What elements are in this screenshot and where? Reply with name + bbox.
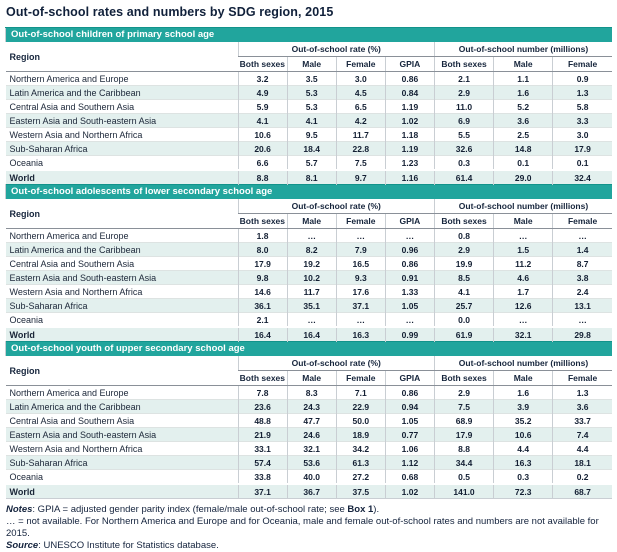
value-cell: 9.3 [336,271,385,285]
value-cell: 37.1 [336,299,385,313]
value-cell: 14.6 [238,285,287,299]
table-row [6,414,613,428]
value-cell: 8.8 [238,170,287,185]
value-cell: … [385,313,434,328]
value-cell: 11.0 [434,100,493,114]
value-cell: 7.4 [553,428,612,442]
value-cell: 18.4 [287,142,336,156]
notes-text-end: ). [373,504,380,515]
value-cell: 33.8 [238,470,287,485]
value-cell: … [553,229,612,243]
value-cell: … [553,313,612,328]
value-cell: 7.9 [336,243,385,257]
value-cell: 33.7 [553,414,612,428]
value-cell: 4.6 [494,271,553,285]
out-of-school-table [5,27,612,499]
value-cell: 1.05 [385,299,434,313]
section-upper-secondary-rows [6,386,613,499]
value-cell: 24.3 [287,400,336,414]
value-cell: 19.2 [287,257,336,271]
value-cell: 61.3 [336,456,385,470]
section-header-bar [6,28,613,43]
value-cell: 5.3 [287,86,336,100]
value-cell: 36.7 [287,484,336,499]
value-cell: 61.4 [434,170,493,185]
value-cell: 35.2 [494,414,553,428]
value-cell: 34.2 [336,442,385,456]
value-cell: 0.96 [385,243,434,257]
value-cell: 10.6 [494,428,553,442]
value-cell: … [336,313,385,328]
value-cell: 8.2 [287,243,336,257]
value-cell: 2.1 [238,313,287,328]
value-cell: 1.33 [385,285,434,299]
value-cell: 2.1 [434,72,493,86]
region-column-header: Region [6,199,239,229]
region-cell: Northern America and Europe [6,386,239,400]
value-cell: 1.16 [385,170,434,185]
value-cell: 4.4 [553,442,612,456]
value-cell: 61.9 [434,327,493,342]
value-cell: 1.6 [494,386,553,400]
value-cell: … [494,313,553,328]
value-cell: 12.6 [494,299,553,313]
region-cell: Central Asia and Southern Asia [6,100,239,114]
value-cell: 11.7 [336,128,385,142]
value-cell: 68.7 [553,484,612,499]
value-cell: 0.84 [385,86,434,100]
value-cell: 53.6 [287,456,336,470]
value-cell: 17.9 [238,257,287,271]
value-cell: 16.3 [494,456,553,470]
column-group-row [6,42,613,57]
value-cell: 18.9 [336,428,385,442]
notes-line-availability: … = not available. For Northern America and Europe and for Oceania, male and female out-of-school rates and numbers are not available for 2015. [6,516,599,539]
value-cell: 16.4 [238,327,287,342]
value-cell: … [336,229,385,243]
value-cell: … [385,229,434,243]
value-cell: 8.3 [287,386,336,400]
value-cell: 3.2 [238,72,287,86]
value-cell: 4.4 [494,442,553,456]
notes-line-gpia [6,504,612,516]
value-cell: 1.4 [553,243,612,257]
value-cell: 3.0 [336,72,385,86]
value-cell: 0.86 [385,386,434,400]
value-cell: 32.1 [494,327,553,342]
value-cell: 40.0 [287,470,336,485]
table-row [6,114,613,128]
value-cell: 5.3 [287,100,336,114]
value-cell: 0.1 [494,156,553,171]
region-cell: Oceania [6,156,239,171]
value-cell: 34.4 [434,456,493,470]
value-cell: 0.94 [385,400,434,414]
value-cell: 27.2 [336,470,385,485]
table-notes [6,504,612,552]
value-cell: 1.19 [385,100,434,114]
section-primary-rows [6,72,613,185]
value-cell: 1.19 [385,142,434,156]
value-cell: 17.9 [434,428,493,442]
value-cell: 11.2 [494,257,553,271]
value-cell: 14.8 [494,142,553,156]
table-row [6,400,613,414]
region-cell: Latin America and the Caribbean [6,243,239,257]
value-cell: 16.4 [287,327,336,342]
table-row [6,484,613,499]
table-row [6,100,613,114]
table-row [6,442,613,456]
col-rate-both-sexes: Both sexes [238,214,287,229]
col-num-male: Male [494,214,553,229]
col-rate-male: Male [287,214,336,229]
col-rate-male: Male [287,57,336,72]
value-cell: 4.1 [238,114,287,128]
region-cell: Central Asia and Southern Asia [6,414,239,428]
value-cell: 57.4 [238,456,287,470]
value-cell: 0.77 [385,428,434,442]
value-cell: 0.68 [385,470,434,485]
region-column-header: Region [6,42,239,72]
rate-group-header: Out-of-school rate (%) [238,199,434,214]
value-cell: 9.8 [238,271,287,285]
table-row [6,86,613,100]
table-row [6,271,613,285]
col-num-both-sexes: Both sexes [434,57,493,72]
value-cell: 1.3 [553,386,612,400]
value-cell: 141.0 [434,484,493,499]
value-cell: 19.9 [434,257,493,271]
value-cell: 9.7 [336,170,385,185]
col-gpia: GPIA [385,214,434,229]
number-group-header: Out-of-school number (millions) [434,199,612,214]
notes-text: : GPIA = adjusted gender parity index (female/male out-of-school rate; see [32,504,348,515]
value-cell: 6.6 [238,156,287,171]
value-cell: 0.8 [434,229,493,243]
value-cell: 47.7 [287,414,336,428]
value-cell: 20.6 [238,142,287,156]
value-cell: 37.1 [238,484,287,499]
number-group-header: Out-of-school number (millions) [434,356,612,371]
section-header-bar [6,342,613,357]
value-cell: 22.9 [336,400,385,414]
value-cell: 18.1 [553,456,612,470]
number-group-header: Out-of-school number (millions) [434,42,612,57]
value-cell: 23.6 [238,400,287,414]
value-cell: 0.3 [434,156,493,171]
value-cell: 32.4 [553,170,612,185]
value-cell: … [287,229,336,243]
col-gpia: GPIA [385,371,434,386]
value-cell: 2.5 [494,128,553,142]
value-cell: … [287,313,336,328]
region-cell: Eastern Asia and South-eastern Asia [6,428,239,442]
col-rate-female: Female [336,214,385,229]
value-cell: 8.0 [238,243,287,257]
region-cell: Western Asia and Northern Africa [6,128,239,142]
value-cell: 4.9 [238,86,287,100]
value-cell: 3.3 [553,114,612,128]
col-num-both-sexes: Both sexes [434,214,493,229]
value-cell: 8.8 [434,442,493,456]
col-rate-female: Female [336,371,385,386]
value-cell: 0.86 [385,257,434,271]
value-cell: 22.8 [336,142,385,156]
region-cell: Eastern Asia and South-eastern Asia [6,114,239,128]
value-cell: 29.8 [553,327,612,342]
value-cell: 0.9 [553,72,612,86]
region-cell: World [6,170,239,185]
value-cell: 17.9 [553,142,612,156]
value-cell: 21.9 [238,428,287,442]
value-cell: 0.3 [494,470,553,485]
region-cell: Northern America and Europe [6,72,239,86]
region-cell: World [6,327,239,342]
value-cell: 10.2 [287,271,336,285]
value-cell: 1.18 [385,128,434,142]
value-cell: 7.5 [434,400,493,414]
col-num-female: Female [553,214,612,229]
region-cell: World [6,484,239,499]
value-cell: 0.0 [434,313,493,328]
value-cell: 2.9 [434,243,493,257]
value-cell: 5.7 [287,156,336,171]
value-cell: 3.0 [553,128,612,142]
region-cell: Northern America and Europe [6,229,239,243]
value-cell: 25.7 [434,299,493,313]
region-cell: Western Asia and Northern Africa [6,285,239,299]
value-cell: 2.9 [434,386,493,400]
table-row [6,72,613,86]
value-cell: 1.5 [494,243,553,257]
value-cell: 3.5 [287,72,336,86]
table-row [6,170,613,185]
value-cell: 1.12 [385,456,434,470]
section-header-label: Out-of-school adolescents of lower secondary school age [6,185,613,200]
section-lower-secondary [6,185,613,229]
value-cell: 5.8 [553,100,612,114]
source-line [6,540,612,552]
table-row [6,327,613,342]
value-cell: 7.8 [238,386,287,400]
section-lower-secondary-rows [6,229,613,342]
table-row [6,257,613,271]
value-cell: 29.0 [494,170,553,185]
table-row [6,428,613,442]
region-cell: Eastern Asia and South-eastern Asia [6,271,239,285]
value-cell: 0.1 [553,156,612,171]
col-rate-both-sexes: Both sexes [238,371,287,386]
col-num-female: Female [553,371,612,386]
region-cell: Central Asia and Southern Asia [6,257,239,271]
value-cell: 1.8 [238,229,287,243]
value-cell: 9.5 [287,128,336,142]
value-cell: 8.7 [553,257,612,271]
value-cell: 7.1 [336,386,385,400]
value-cell: 0.91 [385,271,434,285]
region-cell: Oceania [6,313,239,328]
col-rate-female: Female [336,57,385,72]
notes-label: Notes [6,504,33,515]
value-cell: 50.0 [336,414,385,428]
value-cell: 1.06 [385,442,434,456]
page-title: Out-of-school rates and numbers by SDG region, 2015 [6,5,334,19]
value-cell: 0.86 [385,72,434,86]
value-cell: 5.5 [434,128,493,142]
value-cell: 32.1 [287,442,336,456]
value-cell: 5.9 [238,100,287,114]
column-group-row [6,356,613,371]
value-cell: 2.9 [434,86,493,100]
value-cell: 5.2 [494,100,553,114]
value-cell: 1.05 [385,414,434,428]
value-cell: 16.5 [336,257,385,271]
section-upper-secondary [6,342,613,386]
value-cell: 0.2 [553,470,612,485]
table-row [6,142,613,156]
value-cell: 13.1 [553,299,612,313]
value-cell: 1.6 [494,86,553,100]
col-rate-male: Male [287,371,336,386]
region-cell: Oceania [6,470,239,485]
value-cell: 1.02 [385,114,434,128]
table-row [6,313,613,328]
column-group-row [6,199,613,214]
rate-group-header: Out-of-school rate (%) [238,42,434,57]
value-cell: 1.02 [385,484,434,499]
value-cell: 1.1 [494,72,553,86]
value-cell: 0.99 [385,327,434,342]
value-cell: 4.1 [434,285,493,299]
value-cell: 48.8 [238,414,287,428]
value-cell: 17.6 [336,285,385,299]
col-num-male: Male [494,57,553,72]
value-cell: 24.6 [287,428,336,442]
value-cell: 3.9 [494,400,553,414]
col-gpia: GPIA [385,57,434,72]
value-cell: 3.6 [553,400,612,414]
table-row [6,456,613,470]
value-cell: 32.6 [434,142,493,156]
value-cell: 37.5 [336,484,385,499]
rate-group-header: Out-of-school rate (%) [238,356,434,371]
value-cell: 3.8 [553,271,612,285]
section-header-label: Out-of-school children of primary school age [6,28,613,43]
value-cell: 8.5 [434,271,493,285]
value-cell: 36.1 [238,299,287,313]
value-cell: 11.7 [287,285,336,299]
value-cell: 10.6 [238,128,287,142]
region-column-header: Region [6,356,239,386]
value-cell: 4.2 [336,114,385,128]
value-cell: 2.4 [553,285,612,299]
value-cell: 1.3 [553,86,612,100]
value-cell: 1.7 [494,285,553,299]
col-num-male: Male [494,371,553,386]
region-cell: Sub-Saharan Africa [6,456,239,470]
value-cell: 68.9 [434,414,493,428]
section-header-label: Out-of-school youth of upper secondary school age [6,342,613,357]
table-row [6,299,613,313]
table-row [6,229,613,243]
value-cell: 4.5 [336,86,385,100]
source-text: : UNESCO Institute for Statistics database. [38,540,219,551]
notes-box-ref: Box 1 [347,504,374,515]
col-num-female: Female [553,57,612,72]
value-cell: 35.1 [287,299,336,313]
value-cell: 6.5 [336,100,385,114]
section-primary [6,28,613,72]
region-cell: Latin America and the Caribbean [6,400,239,414]
region-cell: Sub-Saharan Africa [6,142,239,156]
table-row [6,128,613,142]
value-cell: 6.9 [434,114,493,128]
source-label: Source [6,540,39,551]
section-header-bar [6,185,613,200]
col-rate-both-sexes: Both sexes [238,57,287,72]
value-cell: 8.1 [287,170,336,185]
value-cell: … [494,229,553,243]
table-row [6,285,613,299]
col-num-both-sexes: Both sexes [434,371,493,386]
value-cell: 4.1 [287,114,336,128]
value-cell: 0.5 [434,470,493,485]
region-cell: Western Asia and Northern Africa [6,442,239,456]
table-row [6,156,613,171]
value-cell: 3.6 [494,114,553,128]
region-cell: Latin America and the Caribbean [6,86,239,100]
table-row [6,386,613,400]
value-cell: 1.23 [385,156,434,171]
region-cell: Sub-Saharan Africa [6,299,239,313]
value-cell: 33.1 [238,442,287,456]
value-cell: 7.5 [336,156,385,171]
value-cell: 16.3 [336,327,385,342]
value-cell: 72.3 [494,484,553,499]
table-row [6,243,613,257]
